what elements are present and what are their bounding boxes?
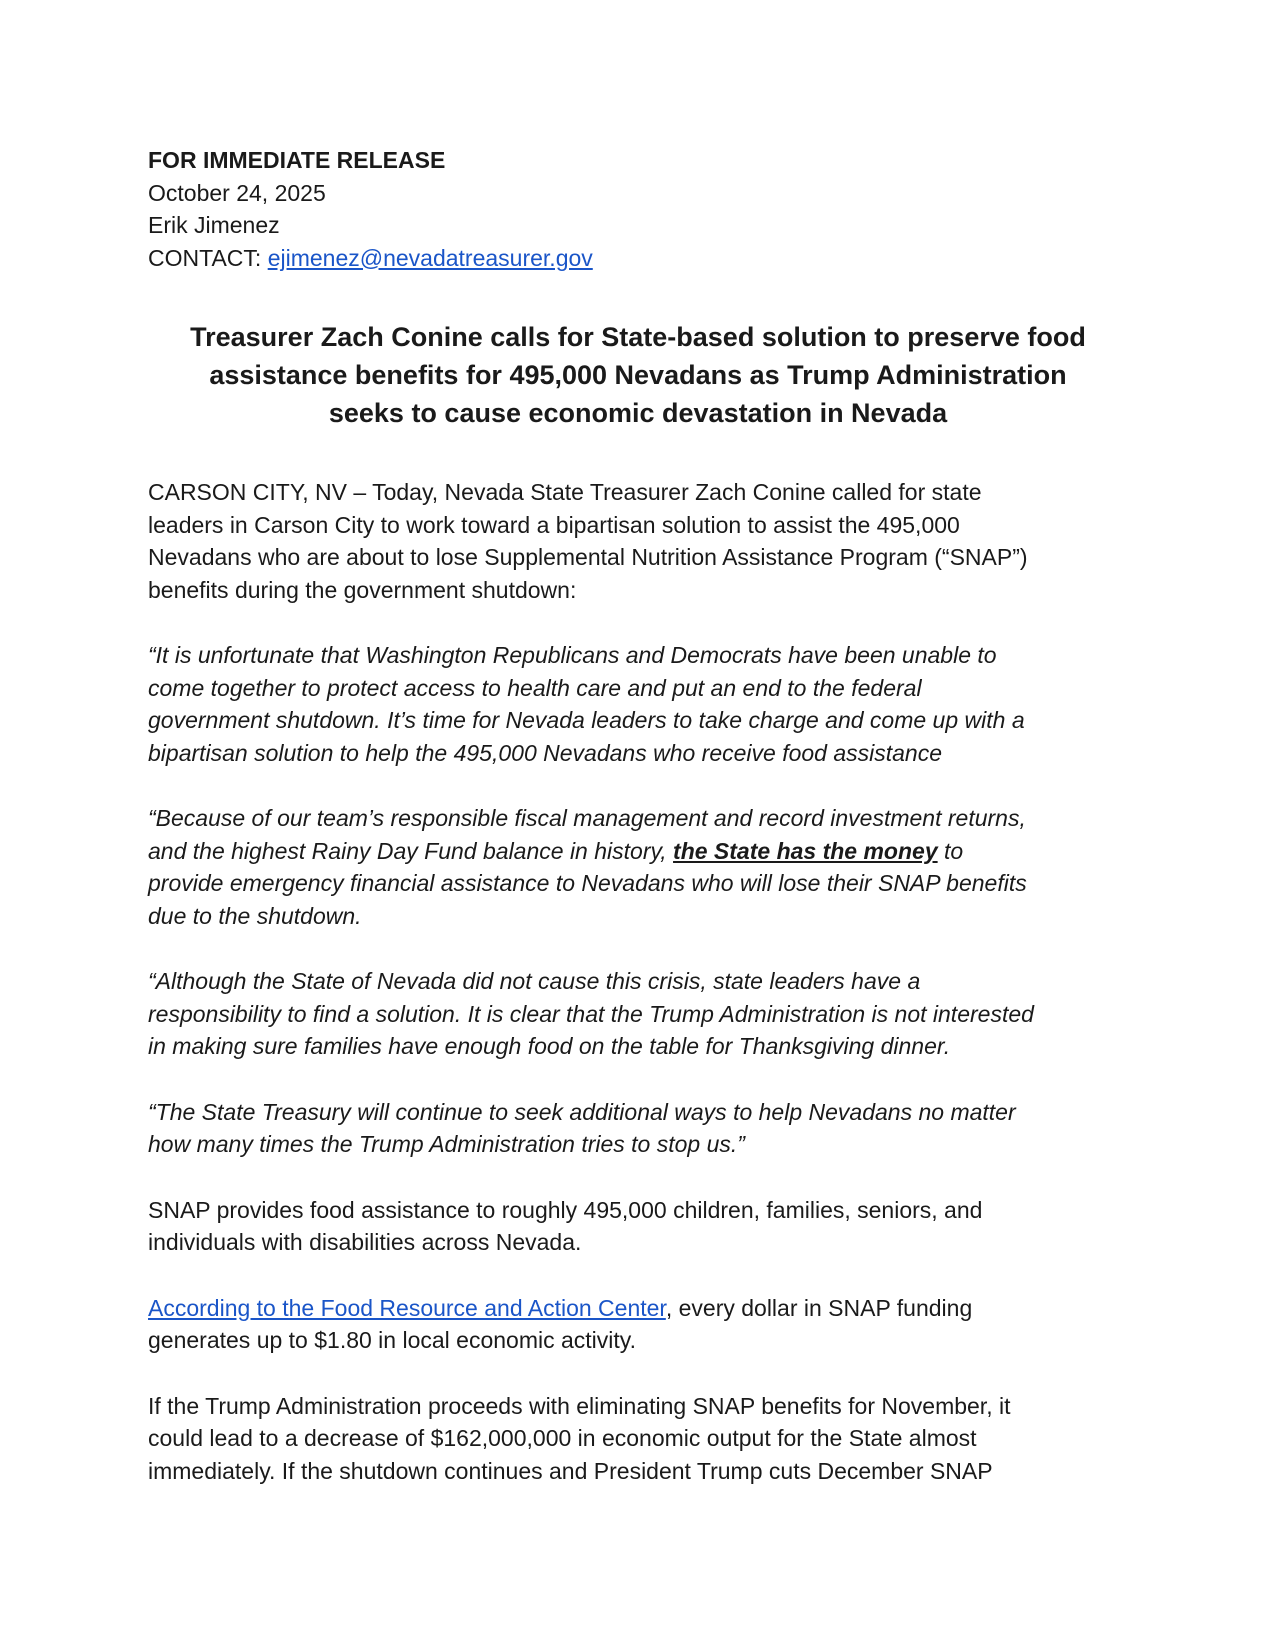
- text-line: provide emergency financial assistance to Nevadans who will lose their SNAP benefits: [148, 870, 1027, 896]
- text-line: “Although the State of Nevada did not cause this crisis, state leaders have a: [148, 968, 921, 994]
- headline-line: assistance benefits for 495,000 Nevadans as Trump Administration: [209, 360, 1067, 390]
- text-line: CARSON CITY, NV – Today, Nevada State Treasurer Zach Conine called for state: [148, 479, 982, 505]
- frac-paragraph: [148, 1292, 1128, 1357]
- text-line: immediately. If the shutdown continues and President Trump cuts December SNAP: [148, 1457, 993, 1484]
- headline-line: seeks to cause economic devastation in Nevada: [328, 398, 948, 428]
- headline-line: Treasurer Zach Conine calls for State-based solution to preserve food: [190, 322, 1086, 352]
- text-line: in making sure families have enough food on the table for Thanksgiving dinner.: [148, 1033, 951, 1059]
- text-line: bipartisan solution to help the 495,000 Nevadans who receive food assistance: [148, 739, 943, 766]
- quote-paragraph-3: [148, 965, 1128, 1063]
- release-label: FOR IMMEDIATE RELEASE: [148, 147, 446, 173]
- text-segment: to: [937, 837, 964, 864]
- contact-name: Erik Jimenez: [148, 212, 280, 238]
- release-header: [148, 144, 1128, 274]
- text-line: “The State Treasury will continue to seek additional ways to help Nevadans no matter: [148, 1098, 1016, 1125]
- text-line: how many times the Trump Administration tries to stop us.”: [148, 1131, 745, 1157]
- text-line: generates up to $1.80 in local economic activity.: [148, 1327, 636, 1353]
- text-line: If the Trump Administration proceeds with eliminating SNAP benefits for November, it: [148, 1392, 1011, 1419]
- text-line: “Because of our team’s responsible fiscal management and record investment returns,: [148, 805, 1026, 831]
- text-line: benefits during the government shutdown:: [148, 576, 577, 603]
- text-line: “It is unfortunate that Washington Republicans and Democrats have been unable to: [148, 642, 997, 668]
- frac-source-link[interactable]: According to the Food Resource and Action Center: [148, 1294, 666, 1321]
- text-line: [148, 1292, 1128, 1325]
- text-line: SNAP provides food assistance to roughly 495,000 children, families, seniors, and: [148, 1196, 983, 1223]
- press-release-page: [148, 144, 1128, 1487]
- quote-paragraph-2: [148, 802, 1128, 932]
- text-line: government shutdown. It’s time for Nevada leaders to take charge and come up with a: [148, 707, 1025, 733]
- quote-paragraph-4: [148, 1096, 1128, 1161]
- text-line: leaders in Carson City to work toward a bipartisan solution to assist the 495,000: [148, 511, 960, 538]
- text-line: could lead to a decrease of $162,000,000 in economic output for the State almost: [148, 1425, 977, 1451]
- text-line: due to the shutdown.: [148, 902, 362, 929]
- intro-paragraph: [148, 476, 1128, 606]
- text-line: responsibility to find a solution. It is clear that the Trump Administration is not interested: [148, 1000, 1034, 1027]
- text-line: [148, 835, 1128, 868]
- release-date: October 24, 2025: [148, 179, 326, 206]
- text-segment: and the highest Rainy Day Fund balance in history,: [148, 837, 674, 864]
- contact-email-link[interactable]: ejimenez@nevadatreasurer.gov: [267, 244, 593, 271]
- quote-paragraph-1: [148, 639, 1128, 769]
- impact-paragraph: [148, 1390, 1128, 1488]
- text-segment: , every dollar in SNAP funding: [665, 1294, 973, 1321]
- contact-line: [148, 242, 1128, 275]
- snap-paragraph: [148, 1194, 1128, 1259]
- emphasis-text: the State has the money: [673, 837, 938, 864]
- text-line: Nevadans who are about to lose Supplemental Nutrition Assistance Program (“SNAP”): [148, 544, 1028, 570]
- contact-label: CONTACT:: [148, 244, 268, 271]
- headline: [148, 318, 1128, 432]
- text-line: come together to protect access to health care and put an end to the federal: [148, 674, 922, 701]
- text-line: individuals with disabilities across Nevada.: [148, 1229, 582, 1255]
